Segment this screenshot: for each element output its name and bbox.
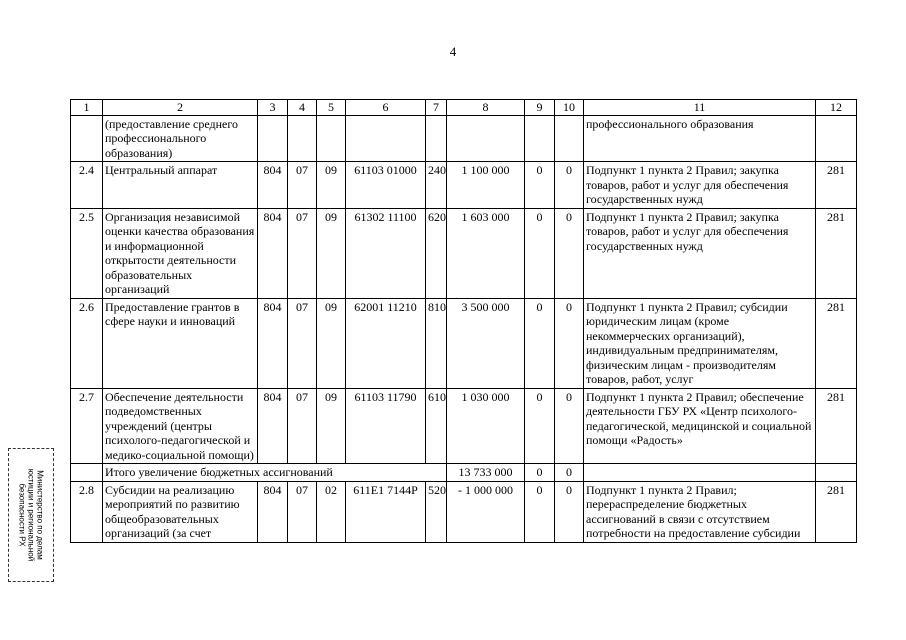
table-row <box>71 162 857 209</box>
cell-target-article: 61302 11100 <box>346 208 426 298</box>
cell-amount: - 1 000 000 <box>447 481 525 542</box>
row-name: (предоставление среднего профессионального образования) <box>103 115 258 162</box>
total-year-2: 0 <box>525 464 555 482</box>
cell-target-article: 611E1 7144P <box>346 481 426 542</box>
cell-year-3: 0 <box>555 208 584 298</box>
cell-code: 281 <box>816 162 857 209</box>
stamp-line: юстиции и региональной <box>26 468 36 562</box>
cell-year-3: 0 <box>555 298 584 388</box>
cell-ministry-code: 804 <box>258 208 288 298</box>
table-row <box>71 208 857 298</box>
cell-target-article: 62001 11210 <box>346 298 426 388</box>
cell-section <box>288 115 317 162</box>
column-header: 11 <box>584 100 816 116</box>
total-label: Итого увеличение бюджетных ассигнований <box>103 464 447 482</box>
row-number: 2.6 <box>71 298 103 388</box>
cell-year-3: 0 <box>555 481 584 542</box>
registration-stamp <box>8 448 54 582</box>
stamp-line: безопасности РХ <box>17 483 27 547</box>
cell-subsection: 09 <box>317 298 346 388</box>
row-number <box>71 115 103 162</box>
table-row <box>71 115 857 162</box>
cell-code: 281 <box>816 481 857 542</box>
cell-target-article: 61103 11790 <box>346 388 426 464</box>
cell-ministry-code: 804 <box>258 162 288 209</box>
total-row <box>71 464 857 482</box>
cell-subsection <box>317 115 346 162</box>
cell-amount: 1 030 000 <box>447 388 525 464</box>
total-empty-cell <box>584 464 816 482</box>
page-number: 4 <box>449 44 457 59</box>
cell-section: 07 <box>288 298 317 388</box>
column-header: 2 <box>103 100 258 116</box>
table-row <box>71 298 857 388</box>
row-number: 2.8 <box>71 481 103 542</box>
total-amount: 13 733 000 <box>447 464 525 482</box>
cell-basis: Подпункт 1 пункта 2 Правил; субсидии юридическим лицам (кроме некоммерческих организаций), индивидуальным предпринимателям, физическим лицам - производителям товаров, работ, услуг <box>584 298 816 388</box>
cell-subsection: 09 <box>317 162 346 209</box>
column-header: 5 <box>317 100 346 116</box>
row-number: 2.5 <box>71 208 103 298</box>
cell-year-2: 0 <box>525 481 555 542</box>
row-name: Организация независимой оценки качества образования и информационной открытости деятельности образовательных организаций <box>103 208 258 298</box>
row-name: Субсидии на реализацию мероприятий по развитию общеобразовательных организаций (за счет <box>103 481 258 542</box>
appropriations-table <box>70 99 857 543</box>
cell-year-3: 0 <box>555 388 584 464</box>
cell-section: 07 <box>288 388 317 464</box>
column-header: 3 <box>258 100 288 116</box>
cell-code: 281 <box>816 208 857 298</box>
cell-expense-type: 610 <box>426 388 447 464</box>
cell-code <box>816 115 857 162</box>
column-header: 7 <box>426 100 447 116</box>
cell-ministry-code <box>258 115 288 162</box>
cell-basis: Подпункт 1 пункта 2 Правил; обеспечение деятельности ГБУ РХ «Центр психолого-педагогической, медицинской и социальной помощи «Радость» <box>584 388 816 464</box>
column-header: 1 <box>71 100 103 116</box>
row-name: Центральный аппарат <box>103 162 258 209</box>
cell-year-2 <box>525 115 555 162</box>
column-header: 6 <box>346 100 426 116</box>
cell-ministry-code: 804 <box>258 388 288 464</box>
cell-ministry-code: 804 <box>258 481 288 542</box>
column-header: 12 <box>816 100 857 116</box>
cell-year-2: 0 <box>525 388 555 464</box>
cell-year-2: 0 <box>525 298 555 388</box>
cell-subsection: 09 <box>317 208 346 298</box>
cell-year-2: 0 <box>525 208 555 298</box>
cell-subsection: 09 <box>317 388 346 464</box>
cell-expense-type: 810 <box>426 298 447 388</box>
cell-expense-type: 620 <box>426 208 447 298</box>
row-number: 2.7 <box>71 388 103 464</box>
stamp-line: Министерство по делам <box>35 470 45 560</box>
cell-code: 281 <box>816 388 857 464</box>
cell-section: 07 <box>288 481 317 542</box>
cell-basis: Подпункт 1 пункта 2 Правил; перераспределение бюджетных ассигнований в связи с отсутствием потребности на предоставление субсидии <box>584 481 816 542</box>
table-row <box>71 481 857 542</box>
cell-basis: Подпункт 1 пункта 2 Правил; закупка товаров, работ и услуг для обеспечения государственных нужд <box>584 162 816 209</box>
cell-subsection: 02 <box>317 481 346 542</box>
cell-year-2: 0 <box>525 162 555 209</box>
cell-amount <box>447 115 525 162</box>
cell-basis: Подпункт 1 пункта 2 Правил; закупка товаров, работ и услуг для обеспечения государственных нужд <box>584 208 816 298</box>
column-header: 4 <box>288 100 317 116</box>
row-name: Предоставление грантов в сфере науки и инноваций <box>103 298 258 388</box>
cell-target-article <box>346 115 426 162</box>
cell-section: 07 <box>288 208 317 298</box>
header-row <box>71 100 857 116</box>
cell-amount: 3 500 000 <box>447 298 525 388</box>
cell-amount: 1 100 000 <box>447 162 525 209</box>
cell-amount: 1 603 000 <box>447 208 525 298</box>
table-row <box>71 388 857 464</box>
cell-year-3 <box>555 115 584 162</box>
cell-basis: профессионального образования <box>584 115 816 162</box>
cell-ministry-code: 804 <box>258 298 288 388</box>
cell-expense-type: 520 <box>426 481 447 542</box>
column-header: 9 <box>525 100 555 116</box>
total-empty-cell <box>816 464 857 482</box>
cell-section: 07 <box>288 162 317 209</box>
cell-expense-type: 240 <box>426 162 447 209</box>
cell-target-article: 61103 01000 <box>346 162 426 209</box>
total-empty-cell <box>71 464 103 482</box>
column-header: 10 <box>555 100 584 116</box>
cell-year-3: 0 <box>555 162 584 209</box>
row-name: Обеспечение деятельности подведомственных учреждений (центры психолого-педагогической и медико-социальной помощи) <box>103 388 258 464</box>
total-year-3: 0 <box>555 464 584 482</box>
row-number: 2.4 <box>71 162 103 209</box>
column-header: 8 <box>447 100 525 116</box>
cell-code: 281 <box>816 298 857 388</box>
cell-expense-type <box>426 115 447 162</box>
